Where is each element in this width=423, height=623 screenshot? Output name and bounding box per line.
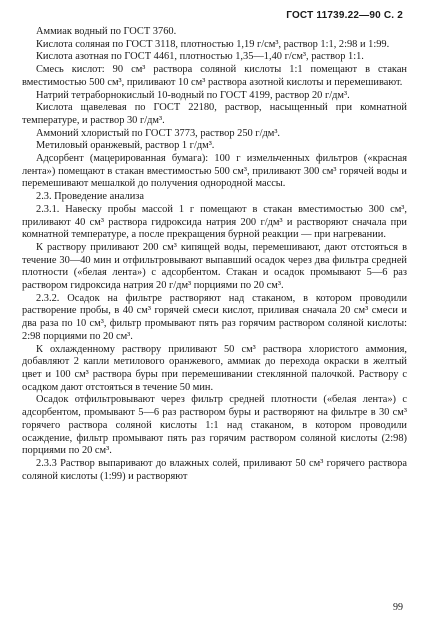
paragraph: Осадок отфильтровывают через фильтр средней плотности («белая лента») с адсорбентом, промывают 5—6 раз раствором буры и растворяют на фильтре в 30 см³ горячего раствора соляной кислоты 1:1 над стаканом, в котором проводили осаждение, фильтр промывают пять раз горячим раствором соляной кислоты (2:98) порциями по 20 см³. — [22, 394, 407, 457]
paragraph: Натрий тетраборнокислый 10-водный по ГОСТ 4199, раствор 20 г/дм³. — [36, 89, 350, 101]
paragraph: Аммиак водный по ГОСТ 3760. — [36, 26, 177, 37]
page-header: ГОСТ 11739.22—90 С. 2 — [286, 10, 403, 21]
section-heading: 2.3. Проведение анализа — [36, 191, 144, 203]
paragraph: 2.3.1. Навеску пробы массой 1 г помещают в стакан вместимостью 300 см³, приливают 40 см³ раствора гидроксида натрия 200 г/дм³ и растворяют сначала при комнатной температуре, а после прекращения бурной реакции — при нагревании. — [22, 203, 407, 241]
paragraph: Метиловый оранжевый, раствор 1 г/дм³. — [36, 140, 215, 152]
paragraph: 2.3.2. Осадок на фильтре растворяют над стаканом, в котором проводили растворение пробы, в 40 см³ горячей смеси кислот, приливая сначала 20 см³ смеси и два раза по 10 см³, фильтр промывают пять раз горячим раствором соляной кислоты: 2:98 порциями по 20 см³. — [22, 292, 407, 342]
document-body — [22, 26, 407, 483]
paragraph: Смесь кислот: 90 см³ раствора соляной кислоты 1:1 помещают в стакан вместимостью 500 см³, приливают 10 см³ раствора азотной кислоты и перемешивают. — [22, 64, 407, 88]
paragraph: Кислота соляная по ГОСТ 3118, плотностью 1,19 г/см³, раствор 1:1, 2:98 и 1:99. — [36, 38, 390, 50]
paragraph: К охлажденному раствору приливают 50 см³ раствора хлористого аммония, добавляют 2 капли метилового оранжевого, аммиак до перехода окраски в желтый цвет и 100 см³ раствора буры при перемешивании стеклянной палочкой. Раствору с осадком дают отстояться в течение 50 мин. — [22, 343, 407, 393]
paragraph: Кислота азотная по ГОСТ 4461, плотностью 1,35—1,40 г/см³, раствор 1:1. — [36, 51, 364, 63]
paragraph: Кислота щавелевая по ГОСТ 22180, раствор, насыщенный при комнатной температуре, и раствор 30 г/дм³. — [22, 102, 407, 126]
paragraph: Адсорбент (мацерированная бумага): 100 г измельченных фильтров («красная лента») помещают в стакан вместимостью 500 см³, приливают 300 см³ горячей воды и перемешивают мешалкой до получения однородной массы. — [22, 153, 407, 190]
paragraph: К раствору приливают 200 см³ кипящей воды, перемешивают, дают отстояться в течение 30—40 мин и отфильтровывают выпавший осадок через два фильтра средней плотности («белая лента») с адсорбентом. Стакан и осадок промывают 5—6 раз раствором гидроксида натрия 20 г/дм³ порциями по 20 см³. — [22, 241, 407, 292]
page-number: 99 — [393, 602, 403, 613]
paragraph: 2.3.3 Раствор выпаривают до влажных солей, приливают 50 см³ горячего раствора соляной кислоты (1:99) и растворяют — [22, 457, 407, 482]
paragraph: Аммоний хлористый по ГОСТ 3773, раствор 250 г/дм³. — [36, 127, 281, 139]
